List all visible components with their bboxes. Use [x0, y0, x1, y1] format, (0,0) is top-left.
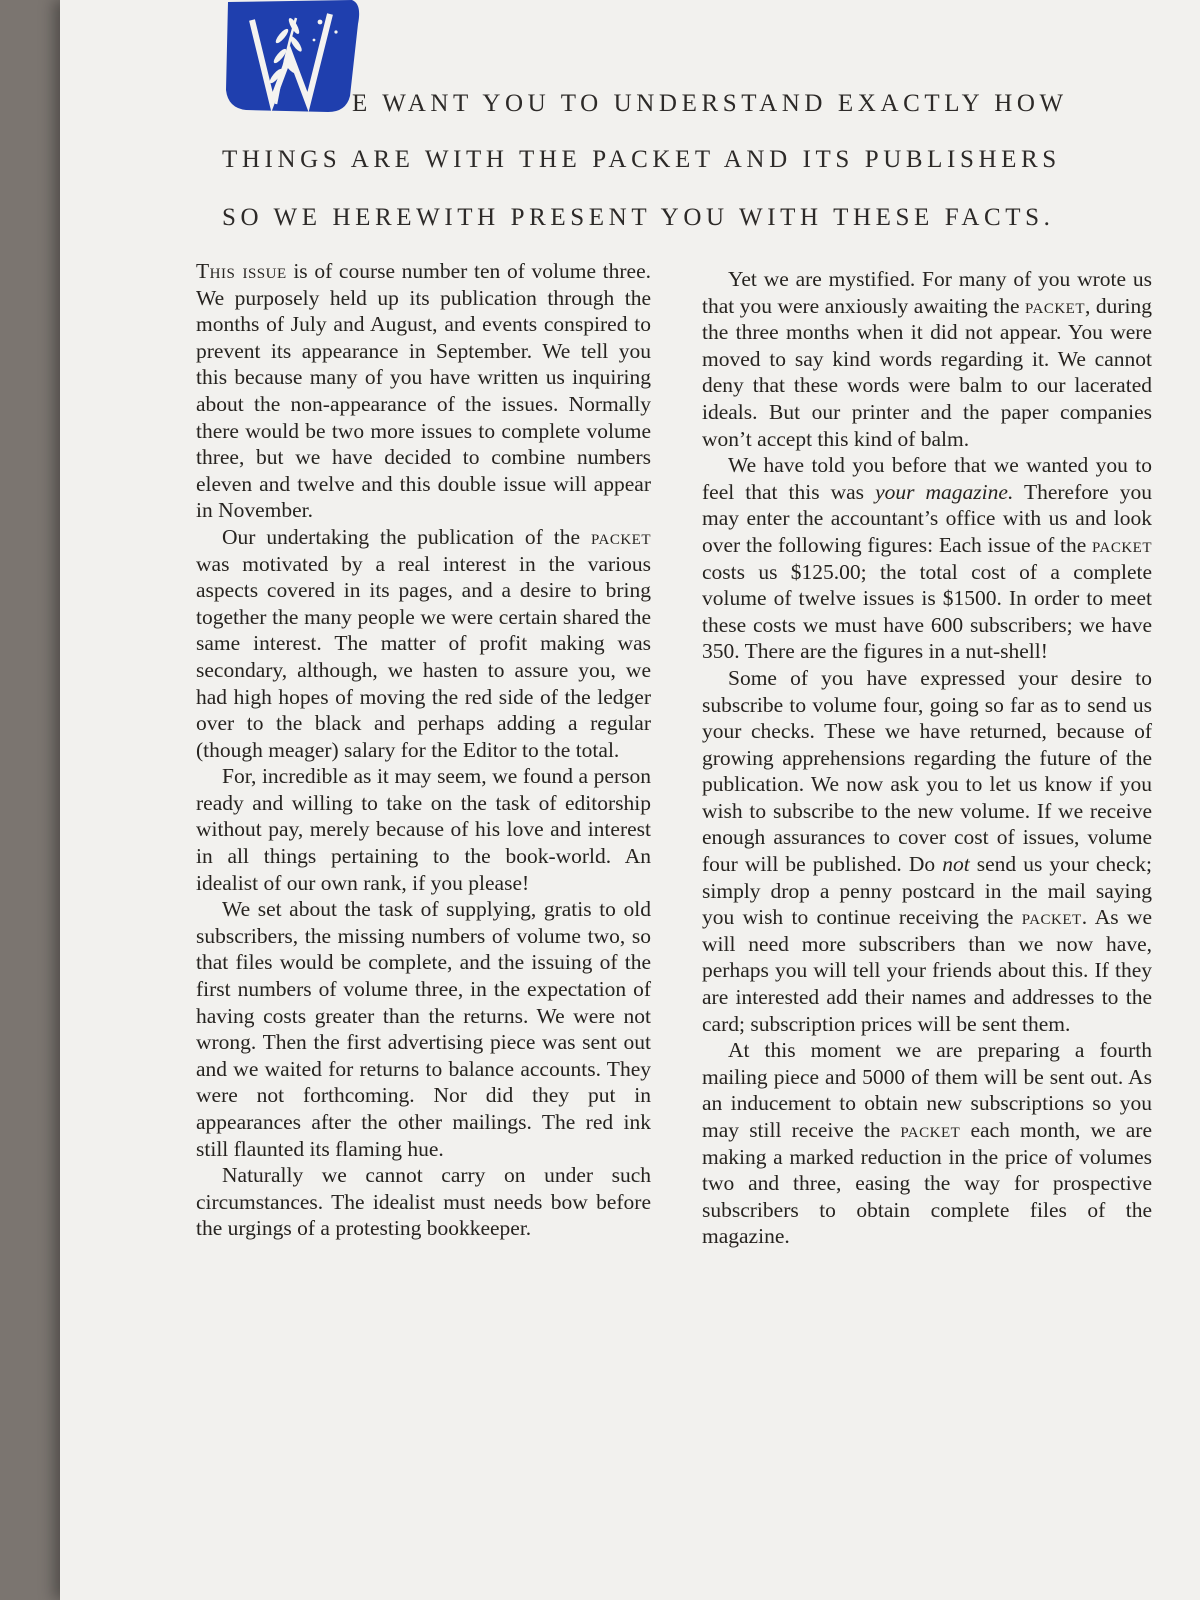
paragraph: This issue is of course number ten of volume three. We purposely held up its publication through the months of July and August, and events conspired to prevent its appearance in September. We tell you this because many of you have written us inquiring about the non-appearance of the issues. Normally there would be two more issues to complete volume three, but we have decided to combine numbers eleven and twelve and this double issue will appear in November. — [196, 259, 652, 523]
packet-small-caps: packet. — [1021, 905, 1088, 930]
paragraph: For, incredible as it may seem, we found a person ready and willing to take on the task of editorship without pay, merely because of his love and interest in all things pertaining to the book-world. An idealist of our own rank, if you please! — [196, 764, 651, 895]
packet-small-caps: packet — [1025, 293, 1086, 318]
paragraph: Some of you have expressed your desire to subscribe to volume four, going so far as to send us your checks. These we have returned, because of growing apprehensions regarding the future of the publication. We now ask you to let us know if you wish to subscribe to the new volume. If we receive enough assurances to cover cost of issues, volume four will be published. Do not send us your check; simply drop a penny postcard in the mail saying you wish to continue receiving the packet. As we will need more subscribers than we now have, perhaps you will tell your friends about this. If they are interested add their names and addresses to the card; subscription prices will be sent them. — [702, 665, 1152, 1036]
packet-small-caps: packet — [591, 524, 651, 549]
decorated-initial-w — [224, 0, 362, 116]
packet-small-caps: packet — [900, 1118, 961, 1142]
paragraph: We set about the task of supplying, gratis to old subscribers, the missing numbers of volume two, so that files would be complete, and the issuing of the first numbers of volume three, in the expectation of having costs greater than the returns. We were not wrong. Then the first advertising piece was sent out and we waited for returns to balance accounts. They were not forthcoming. Nor did they put in appearances after the other mailings. The red ink still flaunted its flaming hue. — [196, 897, 651, 1161]
headline-line-2: THINGS ARE WITH THE PACKET AND ITS PUBLISHERS — [222, 146, 1061, 173]
paragraph: Yet we are mystified. For many of you wrote us that you were anxiously awaiting the packet, during the three months when it did not appear. You were moved to say kind words regarding it. We cannot deny that these words were balm to our lacerated ideals. But our printer and the paper companies won’t accept this kind of balm. — [702, 267, 1153, 451]
paragraph: Naturally we cannot carry on under such circumstances. The idealist must needs bow before the urgings of a protesting bookkeeper. — [196, 1163, 651, 1241]
initial-block-graphic — [224, 0, 362, 116]
paragraph: We have told you before that we wanted you to feel that this was your magazine. Therefore you may enter the accountant’s office with us and look over the following figures: Each issue of the packet costs us $125.00; the total cost of a complete volume of twelve issues is $1500. In order to meet these costs we must have 600 subscribers; we have 350. There are the figures in a nut-shell! — [702, 453, 1152, 664]
headline-line-1: E WANT YOU TO UNDERSTAND EXACTLY HOW — [352, 90, 1068, 117]
left-column — [196, 258, 651, 1242]
headline-line-3: SO WE HEREWITH PRESENT YOU WITH THESE FACTS. — [222, 204, 1055, 231]
italic-emphasis: your magazine. — [875, 479, 1014, 504]
paragraph: At this moment we are preparing a fourth mailing piece and 5000 of them will be sent out. As an inducement to obtain new subscriptions so you may still receive the packet each month, we are making a marked reduction in the price of volumes two and three, easing the way for prospective subscribers to obtain complete files of the magazine. — [702, 1038, 1152, 1249]
italic-emphasis: not — [942, 852, 970, 877]
paragraph: Our undertaking the publication of the packet was motivated by a real interest in the various aspects covered in its pages, and a desire to bring together the many people we were certain shared the same interest. The matter of profit making was secondary, although, we hasten to assure you, we had high hopes of moving the red side of the ledger over to the black and perhaps adding a regular (though meager) salary for the Editor to the total. — [196, 524, 651, 762]
lead-in-small-caps: This issue — [196, 259, 287, 283]
right-column — [702, 266, 1152, 1250]
packet-small-caps: packet — [1092, 532, 1152, 557]
